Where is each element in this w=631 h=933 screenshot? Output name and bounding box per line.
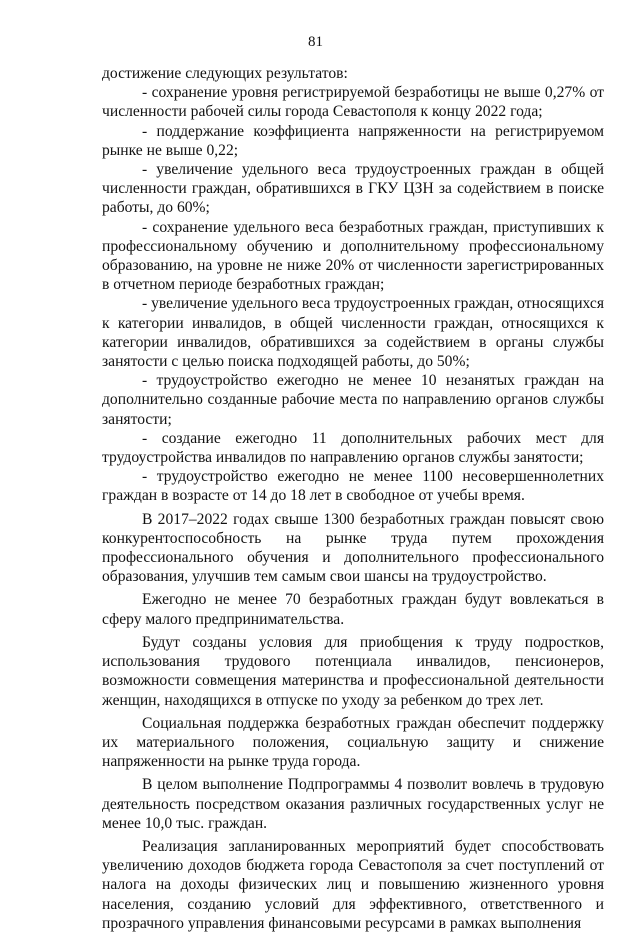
document-body	[102, 64, 604, 933]
page-number: 81	[308, 34, 323, 50]
list-item-tension-coefficient: - поддержание коэффициента напряженности на регистрируемом рынке не выше 0,22;	[102, 122, 604, 159]
paragraph-subprogram-4: В целом выполнение Подпрограммы 4 позволит вовлечь в трудовую деятельность посредством оказания различных государственных услуг не менее 10,0 тыс. граждан.	[102, 776, 604, 832]
paragraph-competitiveness: В 2017–2022 годах свыше 1300 безработных граждан повысят свою конкурентоспособность на рынке труда путем прохождения профессионального обучения и дополнительного профессионального образования, улучшив тем самым свои шансы на трудоустройство.	[102, 510, 604, 586]
paragraph-intro: достижение следующих результатов:	[102, 65, 348, 82]
list-item-employed-share: - увеличение удельного веса трудоустроенных граждан в общей численности граждан, обратившихся в ГКУ ЦЗН за содействием в поиске работы, до 60%;	[102, 161, 604, 217]
paragraph-small-business: Ежегодно не менее 70 безработных граждан будут вовлекаться в сферу малого предпринимательства.	[102, 591, 604, 628]
list-item-new-jobs: - трудоустройство ежегодно не менее 10 незанятых граждан на дополнительно созданные рабочие места по направлению органов службы занятости;	[102, 372, 604, 428]
list-item-disabled-jobs: - создание ежегодно 11 дополнительных рабочих мест для трудоустройства инвалидов по направлению органов службы занятости;	[102, 429, 604, 467]
paragraph-social-support: Социальная поддержка безработных граждан обеспечит поддержку их материального положения, социальную защиту и снижение напряженности на рынке труда города.	[102, 714, 604, 771]
list-item-disabled-employment: - увеличение удельного веса трудоустроенных граждан, относящихся к категории инвалидов, в общей численности граждан, относящихся к категории инвалидов, обратившихся за содействием в органы службы занятости с целью поиска подходящей работы, до 50%;	[102, 295, 604, 371]
list-item-minors-employment: - трудоустройство ежегодно не менее 1100 несовершеннолетних граждан в возрасте от 14 до 18 лет в свободное от учебы время.	[102, 468, 604, 505]
list-item-training-share: - сохранение удельного веса безработных граждан, приступивших к профессиональному обучению и дополнительному профессиональному образованию, на уровне не ниже 20% от численности зарегистрированных в отчетном периоде безработных граждан;	[102, 218, 604, 294]
list-item-unemployment-level: - сохранение уровня регистрируемой безработицы не выше 0,27% от численности рабочей силы города Севастополя к концу 2022 года;	[102, 84, 604, 121]
paragraph-conditions: Будут созданы условия для приобщения к труду подростков, использования трудового потенциала инвалидов, пенсионеров, возможности совмещения материнства и профессиональной деятельности женщин, находящихся в отпуске по уходу за ребенком до трех лет.	[102, 633, 604, 709]
paragraph-budget-revenue: Реализация запланированных мероприятий будет способствовать увеличению доходов бюджета города Севастополя за счет поступлений от налога на доходы физических лиц и повышению жизненного уровня населения, созданию условий для эффективного, ответственного и прозрачного управления финансовыми ресурсами в рамках выполнения	[102, 837, 604, 932]
